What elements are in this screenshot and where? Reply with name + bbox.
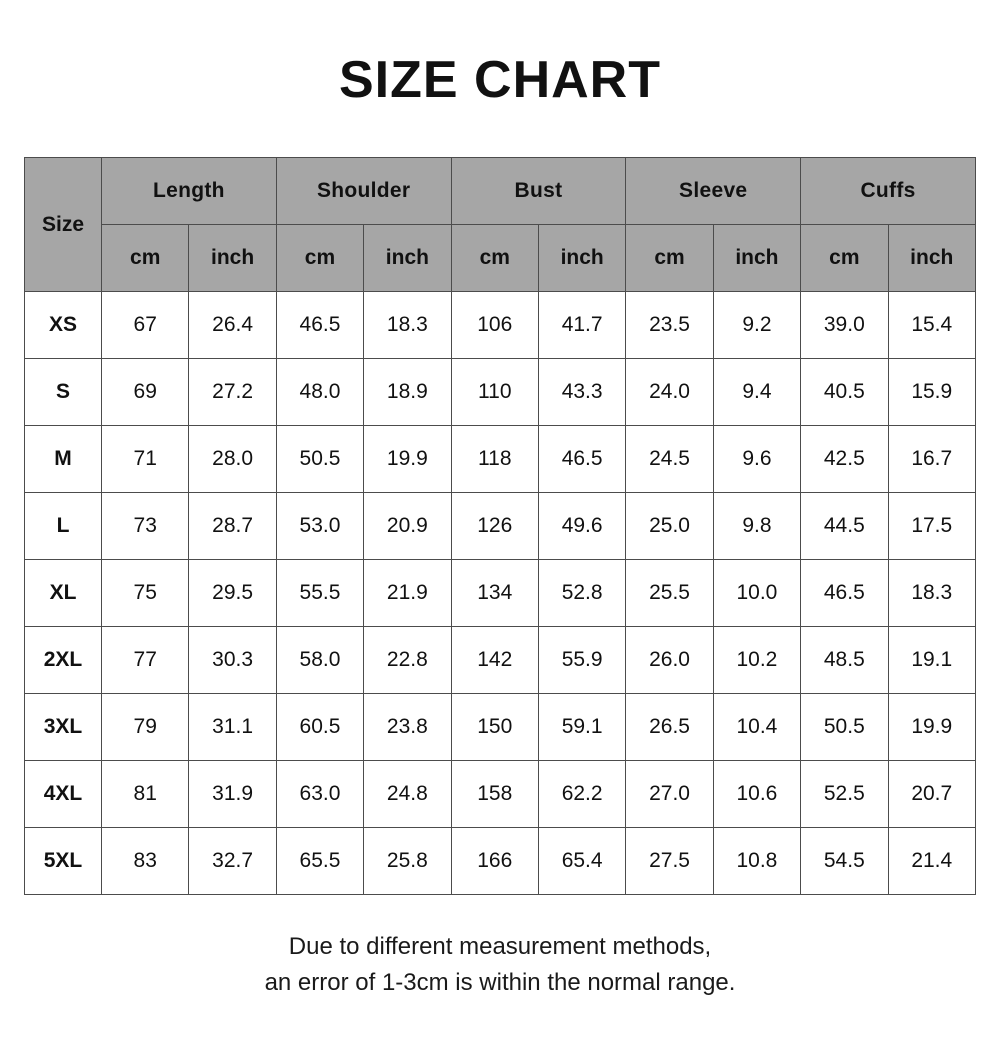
cell-value: 31.9 — [189, 761, 276, 828]
cell-value: 48.0 — [276, 359, 363, 426]
cell-value: 27.5 — [626, 828, 713, 895]
cell-value: 52.8 — [538, 560, 625, 627]
cell-value: 10.4 — [713, 694, 800, 761]
cell-value: 55.5 — [276, 560, 363, 627]
column-group-bust: Bust — [451, 158, 626, 225]
cell-value: 19.9 — [364, 426, 451, 493]
cell-value: 17.5 — [888, 493, 975, 560]
cell-value: 25.5 — [626, 560, 713, 627]
table-header-units-row — [25, 225, 976, 292]
row-size-label: S — [25, 359, 102, 426]
cell-value: 50.5 — [276, 426, 363, 493]
cell-value: 41.7 — [538, 292, 625, 359]
column-header-size: Size — [25, 158, 102, 292]
cell-value: 28.7 — [189, 493, 276, 560]
cell-value: 134 — [451, 560, 538, 627]
cell-value: 65.5 — [276, 828, 363, 895]
cell-value: 53.0 — [276, 493, 363, 560]
cell-value: 29.5 — [189, 560, 276, 627]
cell-value: 46.5 — [801, 560, 888, 627]
row-size-label: M — [25, 426, 102, 493]
cell-value: 150 — [451, 694, 538, 761]
cell-value: 20.7 — [888, 761, 975, 828]
size-chart-page — [0, 52, 1000, 1052]
measurement-note — [50, 929, 950, 1001]
cell-value: 9.8 — [713, 493, 800, 560]
table-row — [25, 560, 976, 627]
cell-value: 19.9 — [888, 694, 975, 761]
cell-value: 44.5 — [801, 493, 888, 560]
column-group-cuffs: Cuffs — [801, 158, 976, 225]
cell-value: 25.8 — [364, 828, 451, 895]
table-body — [25, 292, 976, 895]
table-header — [25, 158, 976, 292]
cell-value: 60.5 — [276, 694, 363, 761]
unit-header-shoulder-cm: cm — [276, 225, 363, 292]
cell-value: 54.5 — [801, 828, 888, 895]
row-size-label: 5XL — [25, 828, 102, 895]
measurement-note-line-1: Due to different measurement methods, — [288, 933, 712, 961]
cell-value: 24.8 — [364, 761, 451, 828]
size-chart-table — [24, 157, 976, 895]
row-size-label: 4XL — [25, 761, 102, 828]
cell-value: 42.5 — [801, 426, 888, 493]
cell-value: 26.5 — [626, 694, 713, 761]
cell-value: 26.0 — [626, 627, 713, 694]
cell-value: 77 — [102, 627, 189, 694]
cell-value: 142 — [451, 627, 538, 694]
cell-value: 9.2 — [713, 292, 800, 359]
table-row — [25, 627, 976, 694]
cell-value: 40.5 — [801, 359, 888, 426]
cell-value: 23.5 — [626, 292, 713, 359]
cell-value: 25.0 — [626, 493, 713, 560]
cell-value: 67 — [102, 292, 189, 359]
page-title: SIZE CHART — [339, 51, 661, 109]
cell-value: 52.5 — [801, 761, 888, 828]
cell-value: 69 — [102, 359, 189, 426]
unit-header-bust-cm: cm — [451, 225, 538, 292]
unit-header-length-cm: cm — [102, 225, 189, 292]
row-size-label: L — [25, 493, 102, 560]
cell-value: 166 — [451, 828, 538, 895]
cell-value: 39.0 — [801, 292, 888, 359]
cell-value: 79 — [102, 694, 189, 761]
cell-value: 30.3 — [189, 627, 276, 694]
cell-value: 118 — [451, 426, 538, 493]
cell-value: 23.8 — [364, 694, 451, 761]
cell-value: 18.3 — [888, 560, 975, 627]
cell-value: 15.4 — [888, 292, 975, 359]
table-row — [25, 426, 976, 493]
cell-value: 32.7 — [189, 828, 276, 895]
row-size-label: XL — [25, 560, 102, 627]
unit-header-sleeve-inch: inch — [713, 225, 800, 292]
table-row — [25, 761, 976, 828]
cell-value: 9.4 — [713, 359, 800, 426]
cell-value: 27.0 — [626, 761, 713, 828]
unit-header-cuffs-inch: inch — [888, 225, 975, 292]
cell-value: 59.1 — [538, 694, 625, 761]
cell-value: 24.0 — [626, 359, 713, 426]
cell-value: 58.0 — [276, 627, 363, 694]
table-header-groups-row — [25, 158, 976, 225]
table-row — [25, 694, 976, 761]
cell-value: 62.2 — [538, 761, 625, 828]
cell-value: 20.9 — [364, 493, 451, 560]
cell-value: 126 — [451, 493, 538, 560]
cell-value: 18.3 — [364, 292, 451, 359]
table-row — [25, 493, 976, 560]
cell-value: 31.1 — [189, 694, 276, 761]
cell-value: 81 — [102, 761, 189, 828]
cell-value: 106 — [451, 292, 538, 359]
cell-value: 16.7 — [888, 426, 975, 493]
cell-value: 158 — [451, 761, 538, 828]
cell-value: 26.4 — [189, 292, 276, 359]
unit-header-length-inch: inch — [189, 225, 276, 292]
cell-value: 48.5 — [801, 627, 888, 694]
size-chart-table-wrap — [24, 157, 976, 895]
unit-header-shoulder-inch: inch — [364, 225, 451, 292]
cell-value: 10.0 — [713, 560, 800, 627]
cell-value: 21.9 — [364, 560, 451, 627]
cell-value: 73 — [102, 493, 189, 560]
column-group-shoulder: Shoulder — [276, 158, 451, 225]
table-row — [25, 292, 976, 359]
cell-value: 43.3 — [538, 359, 625, 426]
cell-value: 110 — [451, 359, 538, 426]
cell-value: 71 — [102, 426, 189, 493]
cell-value: 15.9 — [888, 359, 975, 426]
cell-value: 63.0 — [276, 761, 363, 828]
unit-header-sleeve-cm: cm — [626, 225, 713, 292]
cell-value: 10.8 — [713, 828, 800, 895]
column-group-sleeve: Sleeve — [626, 158, 801, 225]
measurement-note-line-2: an error of 1-3cm is within the normal range. — [264, 969, 736, 997]
cell-value: 55.9 — [538, 627, 625, 694]
table-row — [25, 828, 976, 895]
cell-value: 46.5 — [276, 292, 363, 359]
table-row — [25, 359, 976, 426]
cell-value: 10.6 — [713, 761, 800, 828]
unit-header-cuffs-cm: cm — [801, 225, 888, 292]
cell-value: 50.5 — [801, 694, 888, 761]
row-size-label: 2XL — [25, 627, 102, 694]
cell-value: 28.0 — [189, 426, 276, 493]
cell-value: 46.5 — [538, 426, 625, 493]
cell-value: 22.8 — [364, 627, 451, 694]
row-size-label: 3XL — [25, 694, 102, 761]
cell-value: 18.9 — [364, 359, 451, 426]
cell-value: 24.5 — [626, 426, 713, 493]
cell-value: 65.4 — [538, 828, 625, 895]
unit-header-bust-inch: inch — [538, 225, 625, 292]
cell-value: 49.6 — [538, 493, 625, 560]
cell-value: 19.1 — [888, 627, 975, 694]
cell-value: 9.6 — [713, 426, 800, 493]
row-size-label: XS — [25, 292, 102, 359]
cell-value: 10.2 — [713, 627, 800, 694]
cell-value: 27.2 — [189, 359, 276, 426]
cell-value: 21.4 — [888, 828, 975, 895]
cell-value: 83 — [102, 828, 189, 895]
cell-value: 75 — [102, 560, 189, 627]
column-group-length: Length — [102, 158, 277, 225]
